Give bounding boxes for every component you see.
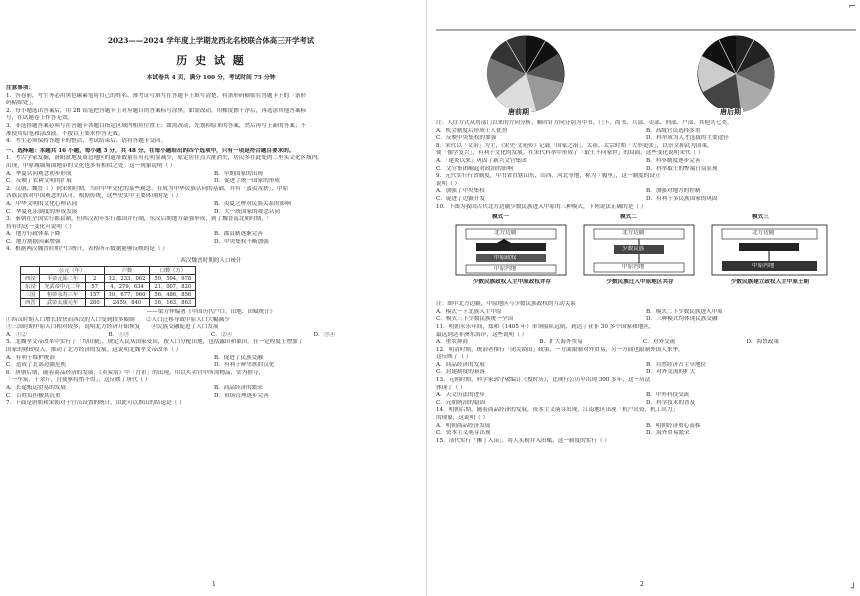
table-cell: 武帝太康元年 [40,299,85,307]
model-2-title: 模式二 [620,214,637,221]
question-3 [6,216,416,246]
option-a: A．商品经济的发展 [436,361,485,368]
notice-list [6,93,416,146]
option-c: C．文官集团崛起对政治的影响 [436,165,513,172]
option-b: B．模式二下少数民族进入中原 [646,308,723,315]
option-a: A．有利于维护统治 [6,354,55,361]
question-7-stem: 7．下面是唐朝和宋朝对于官员设置的统计，由此可以推出的结论是（ ） [6,400,185,407]
option-b: B．①③ [108,331,130,338]
option-c: C．元朝统治的稳固 [436,399,486,406]
table-row [21,275,196,283]
option-c: C．促进了边疆开发 [436,195,486,202]
question-text: 3．秦朝在全国实行郡县制，但西汉初年实行郡国并行制，东汉后期地方豪强形成，到了魏晋南北朝时期，「 [6,216,270,223]
option-d: D．大一统国家的观念认同 [214,208,281,215]
header-cell: 口数（万） [150,267,196,275]
page-number: 1 [212,581,216,588]
question-13 [436,377,850,407]
option-c: C．反映了农耕文明的扩展 [6,178,72,185]
notice-line: 码粘贴处」。 [6,100,37,107]
table-cell: 21，007，820 [150,283,196,291]
question-text: 最远到达非洲东海岸，这些说明（ ） [436,331,528,338]
table-cell: 16，163，863 [150,299,196,307]
question-text: 5．北魏孝文帝改革中实行了「均田制」，规定人民从国家受田，按人口分配田地，包括露田和桑田。在一定程度上增加了 [6,339,304,346]
model-1-title: 模式一 [492,214,509,221]
question-text: 「一车炭，千余斤，宫使驱将惜不得」，这反映了唐代（ ） [6,377,151,384]
corner-mark-icon: ┘ [850,584,856,594]
table-header-row [21,267,196,275]
table-cell: 280 [85,299,104,307]
migration-models-diagram [454,213,850,299]
label-minority: 少数民族 [622,246,645,253]
table-cell: 12，233，062 [104,275,150,283]
question-text: 出现，中原城墙周围地带的文化也多有相似之处。这一现象说明（ ） [6,162,176,169]
question-text: 使「儒学复兴」，有利于文化的发展。在宋代科举中形成了「取士不问家世」的局面，这些变化说明宋代（ ） [436,150,704,157]
option-b: B．商品经济的繁荣 [214,385,263,391]
table-cell: 桓帝永寿三年 [40,291,85,299]
option-a: A．明朝商品经济发展 [436,422,491,429]
option-b: B．促进了民族交融 [214,354,263,361]
option-d: D．对外交流的扩大 [646,369,696,376]
pie-charts-svg [436,28,856,120]
question-text: 说明（ ） [436,180,461,187]
option-b: B．中外科技交流 [646,392,690,399]
question-5 [6,339,416,369]
table-cell: 56，486，856 [150,291,196,299]
option-a: A．重农抑商 [436,339,469,346]
label-interior: 中原内地 [752,263,775,270]
option-d: D．③④ [313,331,335,338]
exam-meta: 本试卷共 4 页，满分 100 分，考试时间 75 分钟 [146,75,276,81]
label-interior: 中原内地 [622,264,645,271]
question-9 [436,173,850,203]
option-c: C．华夏礼乐制度的形成发展 [6,208,78,215]
option-b: B．自然经济占主导地位 [646,361,707,368]
question-6 [6,370,416,400]
option-a: A．地方行政体系下降 [6,231,61,238]
option-b: B．加强对地方的控制 [646,188,701,195]
table-cell: 59，594，978 [150,275,196,283]
question-text: 6．唐朝后期，随着商品经济的发展，《卖炭翁》中「宫市」的出现，用以买卖宫中所需物品，实为掠夺， [6,369,265,376]
question-10 [436,204,850,324]
table-cell: 西汉 [21,275,40,283]
exam-page-1 [0,0,424,596]
question-text: 12．明清时期，统治者推行「闭关锁国」政策，一方面限制对外贸易，另一方面也限制外国人来华， [436,346,684,353]
notice-line: 3．非选择题答案必须写在答题卡各题目指定区域内相应位置上；如需改动，先划掉原来的答案，然后再写上新的答案；不 [6,122,307,129]
question-15-stem: 15．清代实行「摊丁入亩」，将人头税并入田赋，这一制度的实行（ ） [436,437,610,444]
model-3-title: 模式三 [752,214,769,221]
option-a: A．加强了中央集权 [436,188,485,195]
pie-label-late: 唐后期 [720,108,741,116]
option-d: D．市场管理逐步完善 [214,392,269,399]
question-text: 1．考古学家发掘，洛阳盆地及周边地区的遗址数量在有孔明显减少，原定居住点大批消失，居民多在此处的二里头文化区域内。 [6,155,323,162]
pie-charts-figure [436,28,850,120]
question-text: 2．汉朝、魏晋（ ）到宋朝时期，当时中华文化的某些观念，在成为中华民族认同的基础，并有「蛮夷戎狄」，中原 [6,185,289,192]
question-text: 持有的这一变化可说明（ ） [6,223,75,230]
option-c: C．资本主义萌芽出现 [436,430,491,437]
option-c: C．模式三下少数民族统一全国 [436,316,513,323]
table-cell: 光武帝中元二年 [40,283,85,291]
option-c: C．②④ [211,331,233,338]
option-b: B．明朝经济重心南移 [646,422,701,429]
option-d: D．科学技术的普及 [646,399,696,406]
label-northern-frontier: 北方边疆 [622,230,645,237]
option-c: C．百姓负担极其沉重 [6,392,61,399]
question-text: 14．明朝后期，随着商品经济的发展，资本主义萌芽出现，江南地区出现「机户出资，机工出力」 [436,407,679,414]
option-d: D．三种模式均体现民族交融 [646,316,718,323]
table-cell: 西晋 [21,299,40,307]
corner-mark-icon: ⌐ [848,2,856,12]
page-divider [426,0,427,596]
subject-title: 历 史 试 题 [176,54,246,67]
table-cell: 157 [85,291,104,299]
question-text: 8．宋代以「文治」为主，《宋史·文苑传》记载「国家之治」，太祖、太宗时期「大举更张」，以崇文抑武为国策， [436,142,713,149]
notice-line: 1．答卷前，考生务必用黑色碳素笔将自己的姓名、准考证号填写在答题卡上填写清楚，将条形码横贴在答题卡上的「条形 [6,92,307,99]
question-8 [436,143,850,173]
header-cell [21,267,40,275]
option-a: A．机会制度后形成士人优势 [436,127,508,134]
question-text: 的现象，这说明（ ） [436,415,489,422]
notice-line: 2．每小题选出答案后，用 2B 铅笔把答题卡上对应题目的答案标号涂黑。如需改动，用橡皮擦干净后，再选涂其他答案标 [6,107,307,114]
table-cell: 2459，840 [104,299,150,307]
question-text: 4．根据两汉魏晋时期户口统计，表格所示数据能够反映的是（ ） [6,246,168,253]
exam-page-2 [430,0,860,596]
question-text: 9．元代实行行省制度，中书省直辖山东、山西、河北等地，称为「腹里」，这一制度的设立 [436,173,661,180]
table-cell: 东汉 [21,283,40,291]
option-a: A．①② [6,331,27,338]
option-b: B．扩大海外贸易 [539,339,583,346]
option-b: B．高级官员选择多重 [646,127,701,134]
section-1-heading: 一、选择题：本题共 16 小题，每小题 3 分，共 48 分。在每小题给出的四个选项中，只有一项是符合题目要求的。 [6,147,295,154]
pie-tang-early [487,36,564,112]
model-3-caption: 少数民族建立政权入主中原王朝 [730,279,810,286]
pie-tang-late [698,36,774,112]
notice-title: 注意事项： [6,85,34,91]
diagram-note: 注：图中北方边疆，中原地区与少数民族政权的互动关系 [436,301,576,308]
option-c: C．反映中央集权的加强 [436,135,497,142]
table-cell: 4，279，634 [104,283,150,291]
question-4 [6,246,416,339]
option-a: A．模式一下北族入主中原 [436,308,502,315]
table-cell: 10，677，960 [104,291,150,299]
question-text: 13．元朝时期，科学家郭守敬编订《授时历》，比现行公历早出现 300 多年，这一历法 [436,377,651,384]
question-14 [436,407,850,437]
label-interior: 中原内地 [494,266,517,273]
statement-line: ③三国时期中原人口相对较多，说明北方经济开始恢复 ④民族交融促进了人口发展 [6,324,219,331]
option-b: B．早期国家的出现 [214,170,263,177]
table-cell: 57 [85,283,104,291]
option-a: A．天文历法的进步 [436,392,485,399]
question-text: 国家的财政收入，推动了北方经济的发展。这说明北魏孝文帝改革（ ） [6,347,182,354]
option-d: D．有利于多民族国家的巩固 [646,195,718,202]
exam-title: 2023——2024 学年度上学期龙西北名校联合体高三开学考试 [107,36,315,45]
pie-note: 注：人住方式从用部门以来的方向分析，顺时针方向分别为中书、门下、尚书、兵部、吏部、刑部、户部、其他共七类。 [436,120,733,126]
notice-line: 准使用铅笔和涂改液。不按以上要求作答无效。 [6,130,124,137]
option-d: D．科举成为人才选拔的主要途径 [646,135,729,142]
notice-line: 号，在试题卷上作答无效。 [6,115,74,122]
option-a: A．中华文明的文化心理认同 [6,200,78,207]
table-source: ——梁方仲编著《中国历代户口、田地、田赋统计》 [146,309,276,316]
question-11 [436,324,850,347]
option-c: C．对外交流 [643,339,676,346]
table-caption: 西汉魏晋时期的人口统计 [180,258,242,265]
option-d: D．科举取士的弊端日益显现 [646,165,718,172]
option-a: A．长途贩运贸易的发展 [6,385,66,391]
question-text: 11．明朝永乐年间，郑和（1405 年）率领船队远航，到达了亚非 30 多个国家和地区， [436,323,655,330]
option-d: D．海外贸易繁荣 [646,430,690,437]
option-c: C．地方割据因素增强 [6,238,61,245]
population-table [20,266,196,307]
table-cell: 平帝元始二年 [40,275,85,283]
option-b: B．科举制度逐步完善 [646,157,701,164]
question-2 [6,186,416,216]
table-cell: 三国 [21,291,40,299]
header-cell: 户数 [104,267,150,275]
question-12 [436,347,850,377]
table-row [21,299,196,307]
table-row [21,283,196,291]
table-cell: 2 [85,275,104,283]
question-text: 这反映了（ ） [436,354,472,361]
pie-label-early: 唐前期 [508,108,529,116]
page-number: 2 [640,581,644,588]
option-b: B．郡县制逐渐完善 [214,231,263,238]
table-row [21,291,196,299]
option-d: D．促进了统一国家的形成 [214,178,281,185]
statement-line: ①西汉时期人口增长较快而西汉的人口受到较多限制 ②人口迁移导致中原人口大幅减少 [6,316,230,323]
model-1-caption: 少数民族政权入主中原政权并存 [472,279,552,286]
label-northern-frontier: 北方边疆 [494,230,517,237]
label-northern-frontier: 北方边疆 [752,230,775,237]
option-c: C．造成了北部边疆危机 [6,362,67,369]
option-d: D．有利于鲜卑族的汉化 [214,362,275,369]
question-text: 各族民族对中国观念的认可，根据传统，这些史实中主要体现的是（ ） [6,193,182,200]
notice-line: 4．考生必须保持答题卡的整洁，考试结束后，请将答题卡交回。 [6,138,167,145]
option-d: D．海禁政策 [746,339,779,346]
option-b: B．夷夏之辨对民族关系的影响 [214,200,291,207]
option-c: C．封建制度的衰落 [436,369,486,376]
option-a: A．华夏认同观念初步形成 [6,170,72,177]
model-2-caption: 少数民族迁入中原地区共存 [606,279,674,286]
option-d: D．中央集权不断加强 [214,238,269,245]
question-text: 体现了（ ） [436,384,466,391]
header-cell: 公元（年） [40,267,104,275]
question-text: 10．下图为我国古代北方边疆少数民族进入中原的三种模式，下列说法正确的是（ ） [436,203,647,210]
question-1 [6,155,416,185]
label-central-regime: 中原政权 [494,255,517,262]
option-a: A．「建炎以来」巩固了新兴文官集团 [436,157,527,164]
